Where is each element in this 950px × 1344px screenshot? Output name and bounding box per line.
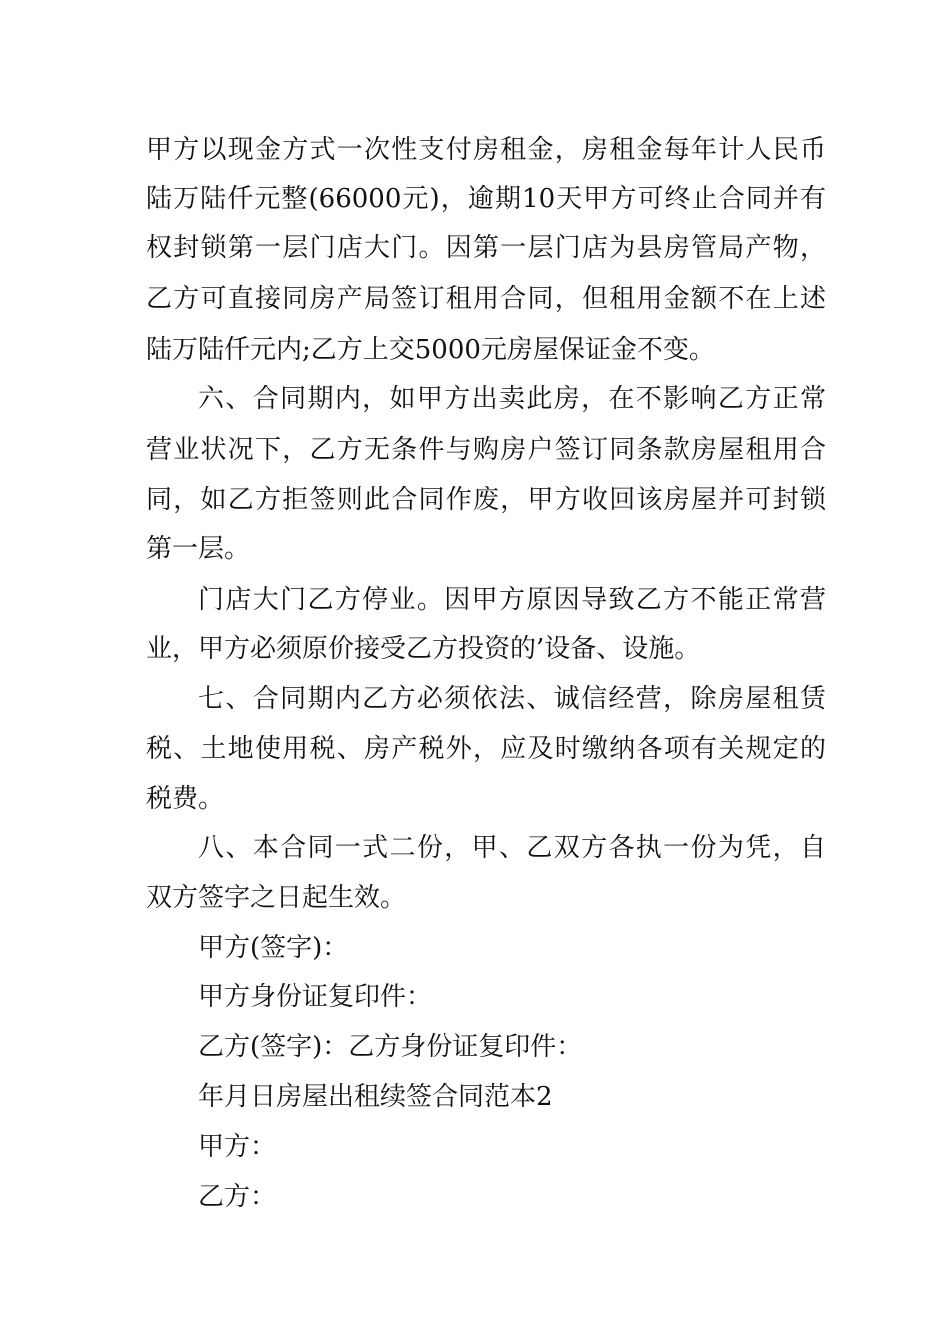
clause-7-line-1: 七、合同期内乙方必须依法、诚信经营，除房屋租赁 xyxy=(198,684,826,714)
clause-6-line-3: 同，如乙方拒签则此合同作废，甲方收回该房屋并可封锁 xyxy=(146,485,826,515)
date-and-template-title: 年月日房屋出租续签合同范本2 xyxy=(198,1082,553,1112)
clause-8-line-2: 双方签字之日起生效。 xyxy=(146,883,407,913)
clause-6-line-2: 营业状况下，乙方无条件与购房户签订同条款房屋租用合 xyxy=(146,435,826,465)
clause-8-line-1: 八、本合同一式二份，甲、乙双方各执一份为凭，自 xyxy=(198,833,826,863)
paragraph-store-line-2: 业，甲方必须原价接受乙方投资的’设备、设施。 xyxy=(146,634,701,664)
paragraph-5-line-1: 甲方以现金方式一次性支付房租金，房租金每年计人民币 xyxy=(146,135,826,165)
clause-7-line-2: 税、土地使用税、房产税外，应及时缴纳各项有关规定的 xyxy=(146,734,826,764)
party-b-signature-and-id: 乙方(签字)：乙方身份证复印件： xyxy=(198,1032,583,1062)
party-a-signature: 甲方(签字)： xyxy=(198,933,349,963)
party-b-label: 乙方： xyxy=(198,1182,277,1212)
paragraph-5-line-5: 陆万陆仟元内;乙方上交5000元房屋保证金不变。 xyxy=(146,335,715,365)
party-a-label: 甲方： xyxy=(198,1132,277,1162)
clause-7-line-3: 税费。 xyxy=(146,784,225,814)
paragraph-5-line-4: 乙方可直接同房产局签订租用合同，但租用金额不在上述 xyxy=(146,284,826,314)
clause-6-line-1: 六、合同期内，如甲方出卖此房，在不影响乙方正常 xyxy=(198,384,826,414)
paragraph-store-line-1: 门店大门乙方停业。因甲方原因导致乙方不能正常营 xyxy=(198,585,826,615)
party-a-id-copy: 甲方身份证复印件： xyxy=(198,982,433,1012)
paragraph-5-line-3: 权封锁第一层门店大门。因第一层门店为县房管局产物， xyxy=(146,233,826,263)
paragraph-5-line-2: 陆万陆仟元整(66000元)，逾期10天甲方可终止合同并有 xyxy=(146,184,826,214)
clause-6-line-4: 第一层。 xyxy=(146,534,251,564)
